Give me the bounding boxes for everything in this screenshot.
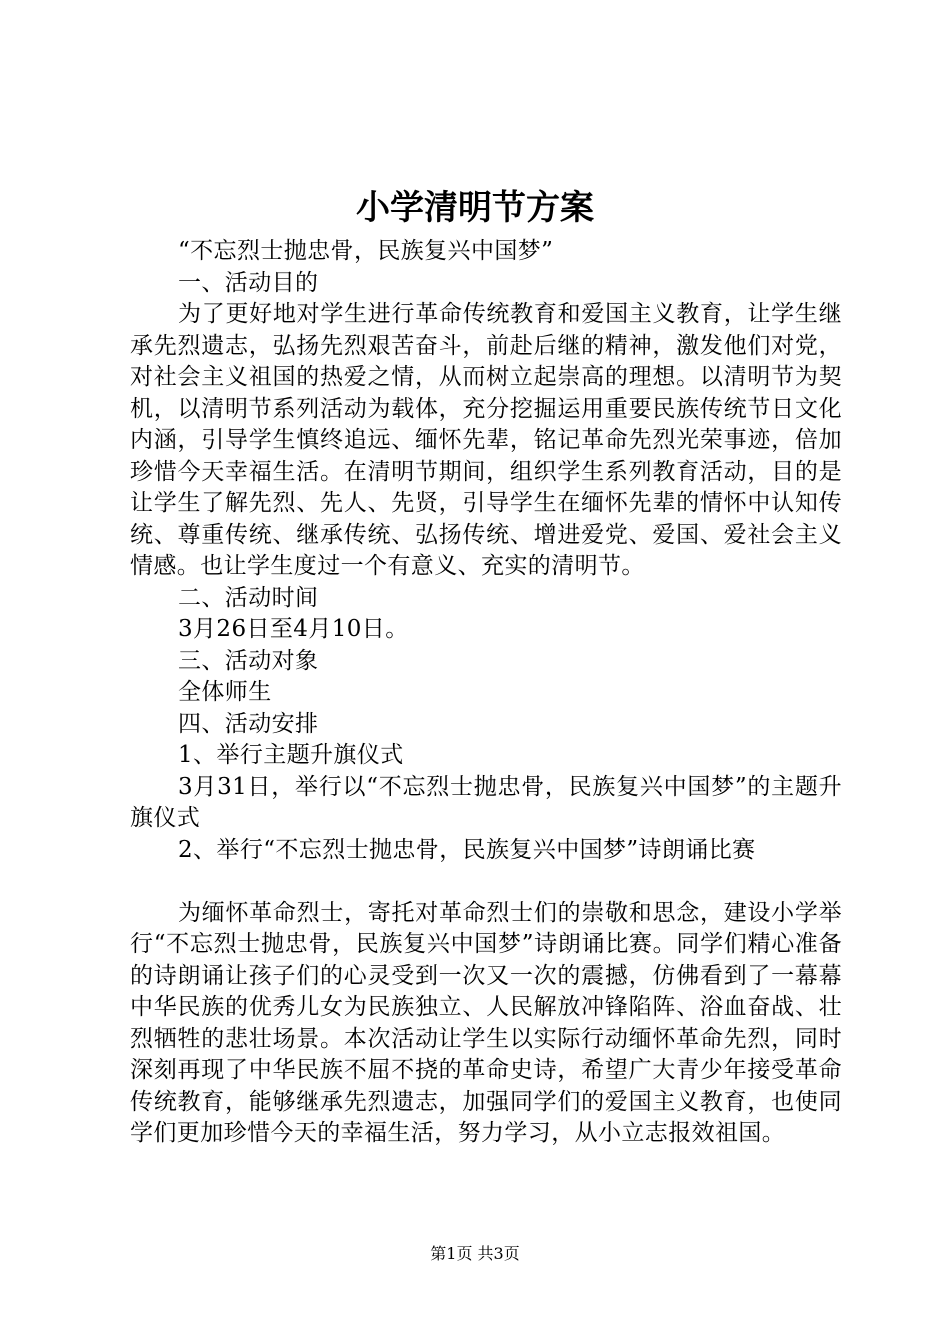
document-body	[130, 236, 842, 1150]
document-title: 小学清明节方案	[356, 188, 594, 228]
item-heading-flag-ceremony: 1、举行主题升旗仪式	[178, 742, 404, 768]
section-heading-audience: 三、活动对象	[178, 647, 319, 674]
page-footer: 第1页 共3页	[430, 1244, 520, 1263]
paragraph-gap	[130, 866, 842, 898]
item-body-poetry-contest: 为缅怀革命烈士，寄托对革命烈士们的崇敬和思念，建设小学举行“不忘烈士抛忠骨，民族复兴中国梦”诗朗诵比赛。同学们精心准备的诗朗诵让孩子们的心灵受到一次又一次的震撼，仿佛看到了一幕幕中华民族的优秀儿女为民族独立、人民解放冲锋陷阵、浴血奋战、壮烈牺牲的悲壮场景。本次活动让学生以实际行动缅怀革命先烈，同时深刻再现了中华民族不屈不挠的革命史诗，希望广大青少年接受革命传统教育，能够继承先烈遗志，加强同学们的爱国主义教育，也使同学们更加珍惜今天的幸福生活，努力学习，从小立志报效祖国。	[130, 899, 842, 1146]
section-body-time: 3月26日至4月10日。	[178, 616, 409, 642]
section-heading-time: 二、活动时间	[178, 584, 319, 611]
section-body-purpose: 为了更好地对学生进行革命传统教育和爱国主义教育，让学生继承先烈遗志，弘扬先烈艰苦奋斗，前赴后继的精神，激发他们对党，对社会主义祖国的热爱之情，从而树立起崇高的理想。以清明节为契机，以清明节系列活动为载体，充分挖掘运用重要民族传统节日文化内涵，引导学生慎终追远、缅怀先辈，铭记革命先烈光荣事迹，倍加珍惜今天幸福生活。在清明节期间，组织学生系列教育活动，目的是让学生了解先烈、先人、先贤，引导学生在缅怀先辈的情怀中认知传统、尊重传统、继承传统、弘扬传统、增进爱党、爱国、爱社会主义情感。也让学生度过一个有意义、充实的清明节。	[130, 301, 842, 579]
slogan-line: “不忘烈士抛忠骨，民族复兴中国梦”	[178, 238, 554, 264]
section-body-audience: 全体师生	[178, 679, 272, 705]
item-heading-poetry-contest: 2、举行“不忘烈士抛忠骨，民族复兴中国梦”诗朗诵比赛	[178, 836, 756, 863]
item-body-flag-ceremony: 3月31日，举行以“不忘烈士抛忠骨，民族复兴中国梦”的主题升旗仪式	[130, 773, 842, 831]
section-heading-purpose: 一、活动目的	[178, 269, 319, 296]
section-heading-arrangement: 四、活动安排	[178, 710, 319, 737]
